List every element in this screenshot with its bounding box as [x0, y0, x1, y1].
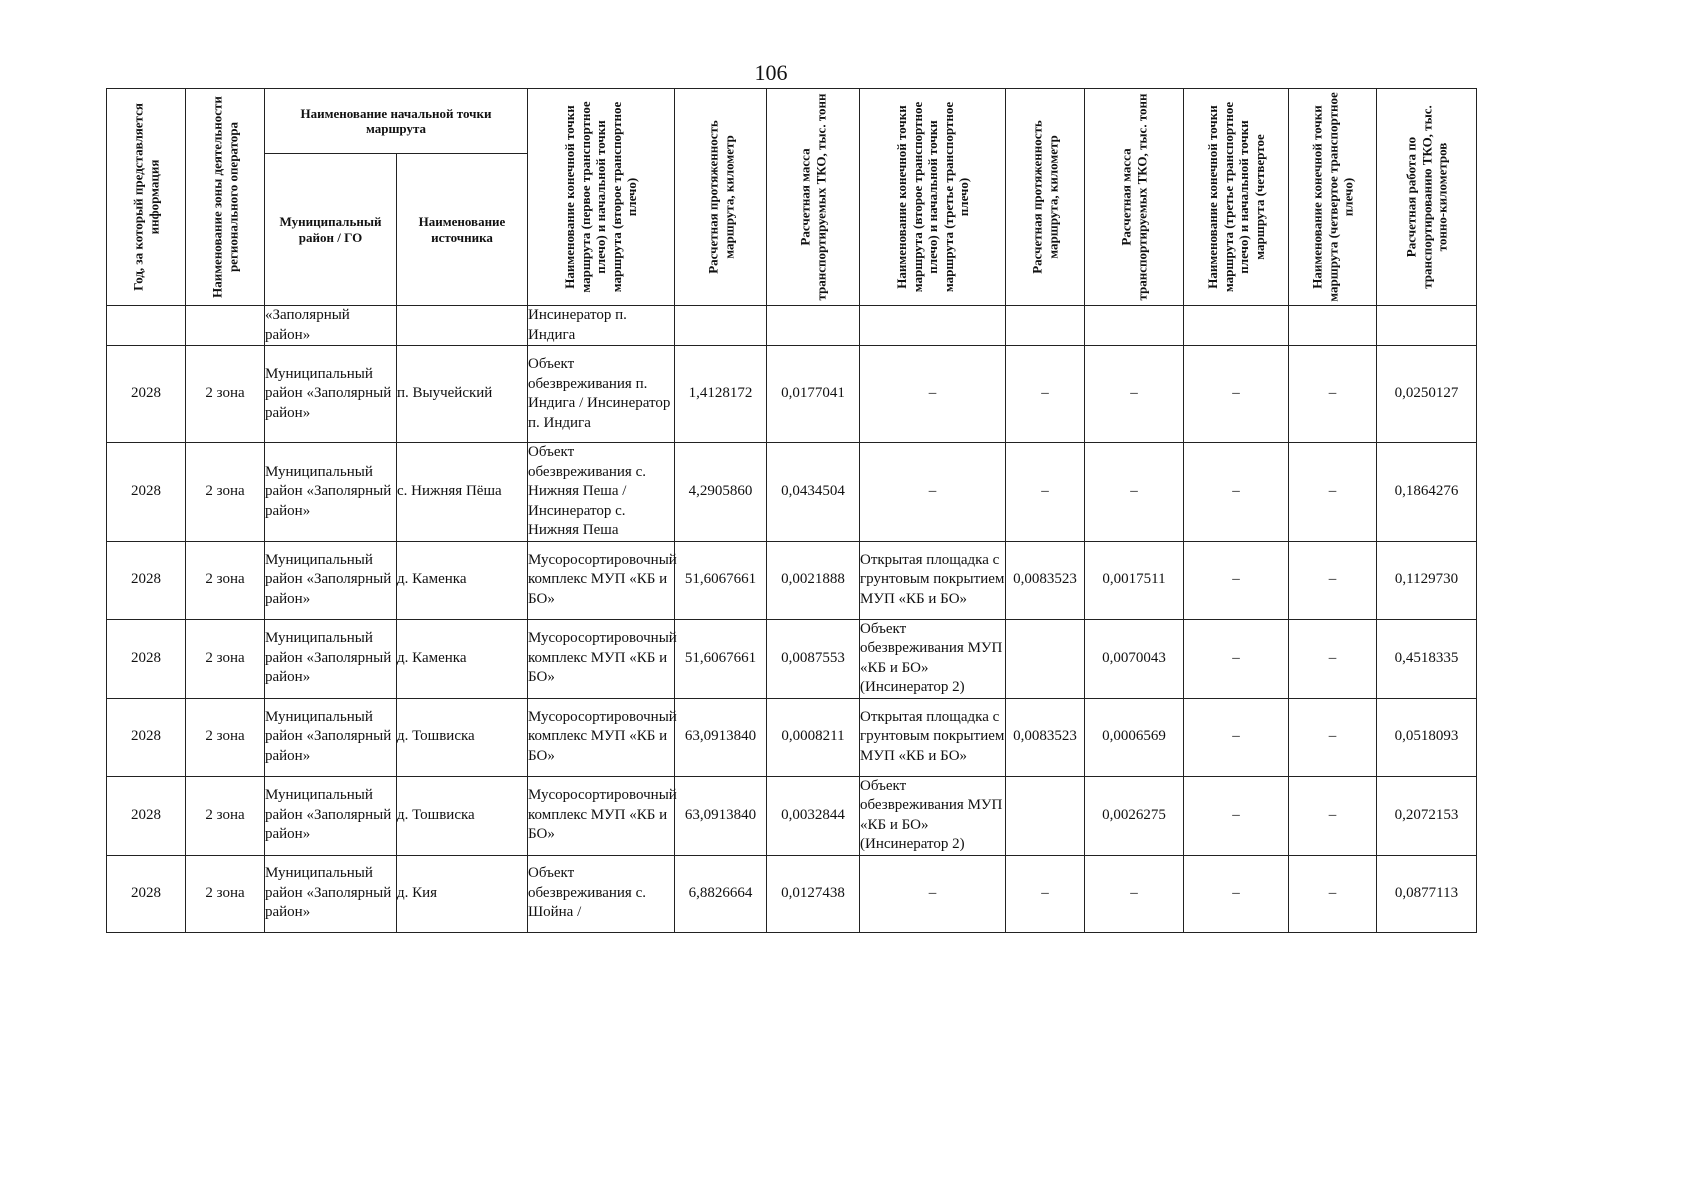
- cell-dist2: 0,0083523: [1006, 541, 1085, 619]
- cell-mass2: 0,0070043: [1085, 619, 1184, 698]
- cell-zone: 2 зона: [186, 443, 265, 542]
- cell-mass1: 0,0021888: [767, 541, 860, 619]
- cell-end1: Мусоросортировочный комплекс МУП «КБ и БО»: [528, 619, 675, 698]
- cell-end3: –: [1184, 541, 1289, 619]
- cell-end3: –: [1184, 698, 1289, 776]
- table-row: [107, 306, 1477, 346]
- cell-year: 2028: [107, 443, 186, 542]
- routes-table: [106, 88, 1477, 933]
- cell-end3: –: [1184, 443, 1289, 542]
- cell-source: с. Нижняя Пёша: [397, 443, 528, 542]
- table-row: [107, 541, 1477, 619]
- cell-dist2: [1006, 306, 1085, 346]
- cell-source: д. Кия: [397, 855, 528, 932]
- cell-end2: –: [860, 443, 1006, 542]
- cell-work: 0,1129730: [1377, 541, 1477, 619]
- table-row: [107, 619, 1477, 698]
- cell-source: п. Выучейский: [397, 346, 528, 443]
- header-end2: Наименование конечной точки маршрута (второе транспортное плечо) и начальной точки маршрута (третье транспортное плечо): [860, 89, 1006, 306]
- cell-work: 0,0250127: [1377, 346, 1477, 443]
- cell-mass2: –: [1085, 855, 1184, 932]
- cell-municipal: Муниципальный район «Заполярный район»: [265, 541, 397, 619]
- header-end3: Наименование конечной точки маршрута (третье транспортное плечо) и начальной точки маршрута (четвертое: [1184, 89, 1289, 306]
- cell-municipal: Муниципальный район «Заполярный район»: [265, 443, 397, 542]
- cell-dist1: 4,2905860: [675, 443, 767, 542]
- cell-source: д. Тошвиска: [397, 776, 528, 855]
- cell-year: 2028: [107, 541, 186, 619]
- table-row: [107, 855, 1477, 932]
- cell-end4: –: [1289, 346, 1377, 443]
- cell-end1: Мусоросортировочный комплекс МУП «КБ и БО»: [528, 776, 675, 855]
- cell-work: 0,0877113: [1377, 855, 1477, 932]
- cell-mass2: [1085, 306, 1184, 346]
- cell-year: 2028: [107, 619, 186, 698]
- cell-end4: [1289, 306, 1377, 346]
- header-mass2: Расчетная масса транспортируемых ТКО, тыс. тонн: [1085, 89, 1184, 306]
- cell-zone: 2 зона: [186, 855, 265, 932]
- cell-mass1: 0,0087553: [767, 619, 860, 698]
- header-work: Расчетная работа по транспортированию ТКО, тыс. тонно-километров: [1377, 89, 1477, 306]
- cell-municipal: Муниципальный район «Заполярный район»: [265, 855, 397, 932]
- cell-zone: 2 зона: [186, 346, 265, 443]
- cell-dist2: [1006, 619, 1085, 698]
- cell-zone: 2 зона: [186, 619, 265, 698]
- cell-zone: [186, 306, 265, 346]
- cell-mass1: 0,0032844: [767, 776, 860, 855]
- table-row: [107, 698, 1477, 776]
- header-dist2: Расчетная протяженность маршрута, километр: [1006, 89, 1085, 306]
- cell-end4: –: [1289, 698, 1377, 776]
- cell-municipal: «Заполярный район»: [265, 306, 397, 346]
- cell-zone: 2 зона: [186, 541, 265, 619]
- cell-year: 2028: [107, 346, 186, 443]
- table-row: [107, 346, 1477, 443]
- cell-end4: –: [1289, 541, 1377, 619]
- cell-end4: –: [1289, 619, 1377, 698]
- cell-end1: Объект обезвреживания с. Нижняя Пеша / Инсинератор с. Нижняя Пеша: [528, 443, 675, 542]
- cell-source: д. Каменка: [397, 541, 528, 619]
- cell-dist1: 63,0913840: [675, 698, 767, 776]
- cell-year: 2028: [107, 776, 186, 855]
- table-row: [107, 776, 1477, 855]
- cell-end1: Объект обезвреживания п. Индига / Инсинератор п. Индига: [528, 346, 675, 443]
- cell-municipal: Муниципальный район «Заполярный район»: [265, 346, 397, 443]
- cell-end1: Мусоросортировочный комплекс МУП «КБ и БО»: [528, 698, 675, 776]
- cell-dist2: 0,0083523: [1006, 698, 1085, 776]
- cell-end3: –: [1184, 619, 1289, 698]
- cell-end3: [1184, 306, 1289, 346]
- cell-dist2: –: [1006, 443, 1085, 542]
- cell-dist1: 63,0913840: [675, 776, 767, 855]
- cell-municipal: Муниципальный район «Заполярный район»: [265, 698, 397, 776]
- table-body: [107, 306, 1477, 933]
- cell-end3: –: [1184, 855, 1289, 932]
- cell-source: [397, 306, 528, 346]
- cell-municipal: Муниципальный район «Заполярный район»: [265, 619, 397, 698]
- header-year: Год, за который представляется информация: [107, 89, 186, 306]
- cell-end2: [860, 306, 1006, 346]
- cell-year: 2028: [107, 698, 186, 776]
- cell-mass1: 0,0127438: [767, 855, 860, 932]
- cell-end3: –: [1184, 776, 1289, 855]
- cell-dist1: 1,4128172: [675, 346, 767, 443]
- cell-zone: 2 зона: [186, 776, 265, 855]
- header-start-point: Наименование начальной точки маршрута: [265, 89, 528, 154]
- header-dist1: Расчетная протяженность маршрута, километр: [675, 89, 767, 306]
- cell-end3: –: [1184, 346, 1289, 443]
- cell-mass1: [767, 306, 860, 346]
- cell-dist1: 51,6067661: [675, 619, 767, 698]
- cell-source: д. Тошвиска: [397, 698, 528, 776]
- cell-end4: –: [1289, 443, 1377, 542]
- cell-end4: –: [1289, 855, 1377, 932]
- page-number: 106: [754, 60, 788, 85]
- header-municipal: Муниципальный район / ГО: [265, 154, 397, 306]
- cell-year: 2028: [107, 855, 186, 932]
- table-row: [107, 443, 1477, 542]
- header-mass1: Расчетная масса транспортируемых ТКО, тыс. тонн: [767, 89, 860, 306]
- cell-end2: –: [860, 346, 1006, 443]
- cell-end2: Открытая площадка с грунтовым покрытием МУП «КБ и БО»: [860, 698, 1006, 776]
- cell-end4: –: [1289, 776, 1377, 855]
- header-end1: Наименование конечной точки маршрута (первое транспортное плечо) и начальной точки маршрута (второе транспортное плечо): [528, 89, 675, 306]
- header-zone: Наименование зоны деятельности регионального оператора: [186, 89, 265, 306]
- header-source: Наименование источника: [397, 154, 528, 306]
- cell-mass2: –: [1085, 346, 1184, 443]
- cell-end2: Объект обезвреживания МУП «КБ и БО» (Инсинератор 2): [860, 619, 1006, 698]
- cell-end2: Открытая площадка с грунтовым покрытием МУП «КБ и БО»: [860, 541, 1006, 619]
- table-header: [107, 89, 1477, 306]
- cell-end1: Объект обезвреживания с. Шойна /: [528, 855, 675, 932]
- cell-work: 0,0518093: [1377, 698, 1477, 776]
- header-end4: Наименование конечной точки маршрута (четвертое транспортное плечо): [1289, 89, 1377, 306]
- cell-end2: Объект обезвреживания МУП «КБ и БО» (Инсинератор 2): [860, 776, 1006, 855]
- cell-work: [1377, 306, 1477, 346]
- cell-work: 0,4518335: [1377, 619, 1477, 698]
- cell-end1: Инсинератор п. Индига: [528, 306, 675, 346]
- cell-dist1: 6,8826664: [675, 855, 767, 932]
- cell-dist2: [1006, 776, 1085, 855]
- cell-work: 0,2072153: [1377, 776, 1477, 855]
- cell-dist1: 51,6067661: [675, 541, 767, 619]
- cell-source: д. Каменка: [397, 619, 528, 698]
- cell-mass1: 0,0434504: [767, 443, 860, 542]
- cell-dist1: [675, 306, 767, 346]
- cell-mass1: 0,0177041: [767, 346, 860, 443]
- cell-municipal: Муниципальный район «Заполярный район»: [265, 776, 397, 855]
- cell-dist2: –: [1006, 346, 1085, 443]
- cell-end1: Мусоросортировочный комплекс МУП «КБ и БО»: [528, 541, 675, 619]
- cell-mass2: –: [1085, 443, 1184, 542]
- cell-mass1: 0,0008211: [767, 698, 860, 776]
- cell-year: [107, 306, 186, 346]
- cell-dist2: –: [1006, 855, 1085, 932]
- cell-end2: –: [860, 855, 1006, 932]
- cell-zone: 2 зона: [186, 698, 265, 776]
- cell-work: 0,1864276: [1377, 443, 1477, 542]
- cell-mass2: 0,0006569: [1085, 698, 1184, 776]
- cell-mass2: 0,0026275: [1085, 776, 1184, 855]
- cell-mass2: 0,0017511: [1085, 541, 1184, 619]
